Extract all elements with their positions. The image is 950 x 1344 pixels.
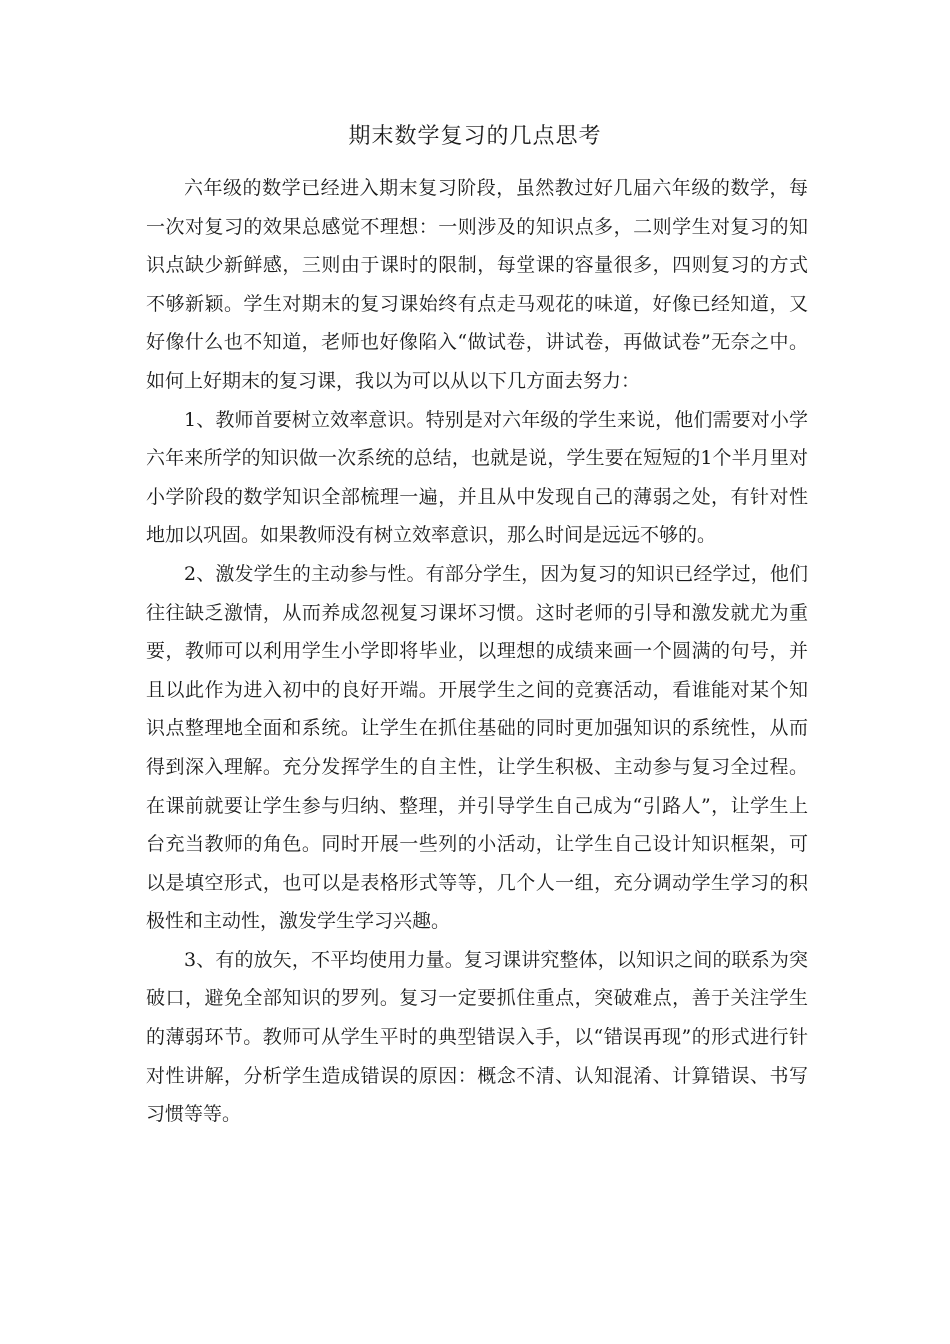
document-title: 期末数学复习的几点思考 (348, 124, 602, 149)
document-body (146, 169, 808, 1134)
paragraph-intro: 六年级的数学已经进入期末复习阶段，虽然教过好几届六年级的数学，每一次对复习的效果总感觉不理想：一则涉及的知识点多，二则学生对复习的知识点缺少新鲜感，三则由于课时的限制，每堂课的容量很多，四则复习的方式不够新颖。学生对期末的复习课始终有点走马观花的味道，好像已经知道，又好像什么也不知道，老师也好像陷入“做试卷，讲试卷，再做试卷”无奈之中。如何上好期末的复习课，我以为可以从以下几方面去努力： (146, 177, 808, 392)
paragraph-point-2: 2、激发学生的主动参与性。有部分学生，因为复习的知识已经学过，他们往往缺乏激情，从而养成忽视复习课坏习惯。这时老师的引导和激发就尤为重要，教师可以利用学生小学即将毕业，以理想的成绩来画一个圆满的句号，并且以此作为进入初中的良好开端。开展学生之间的竞赛活动，看谁能对某个知识点整理地全面和系统。让学生在抓住基础的同时更加强知识的系统性，从而得到深入理解。充分发挥学生的自主性，让学生积极、主动参与复习全过程。在课前就要让学生参与归纳、整理，并引导学生自己成为“引路人”，让学生上台充当教师的角色。同时开展一些列的小活动，让学生自己设计知识框架，可以是填空形式，也可以是表格形式等等，几个人一组，充分调动学生学习的积极性和主动性，激发学生学习兴趣。 (146, 562, 808, 933)
paragraph-point-3: 3、有的放矢，不平均使用力量。复习课讲究整体，以知识之间的联系为突破口，避免全部知识的罗列。复习一定要抓住重点，突破难点，善于关注学生的薄弱环节。教师可从学生平时的典型错误入手，以“错误再现”的形式进行针对性讲解，分析学生造成错误的原因：概念不清、认知混淆、计算错误、书写习惯等等。 (146, 948, 808, 1126)
paragraph-point-1: 1、教师首要树立效率意识。特别是对六年级的学生来说，他们需要对小学六年来所学的知识做一次系统的总结，也就是说，学生要在短短的1个半月里对小学阶段的数学知识全部梳理一遍，并且从中发现自己的薄弱之处，有针对性地加以巩固。如果教师没有树立效率意识，那么时间是远远不够的。 (146, 408, 808, 547)
